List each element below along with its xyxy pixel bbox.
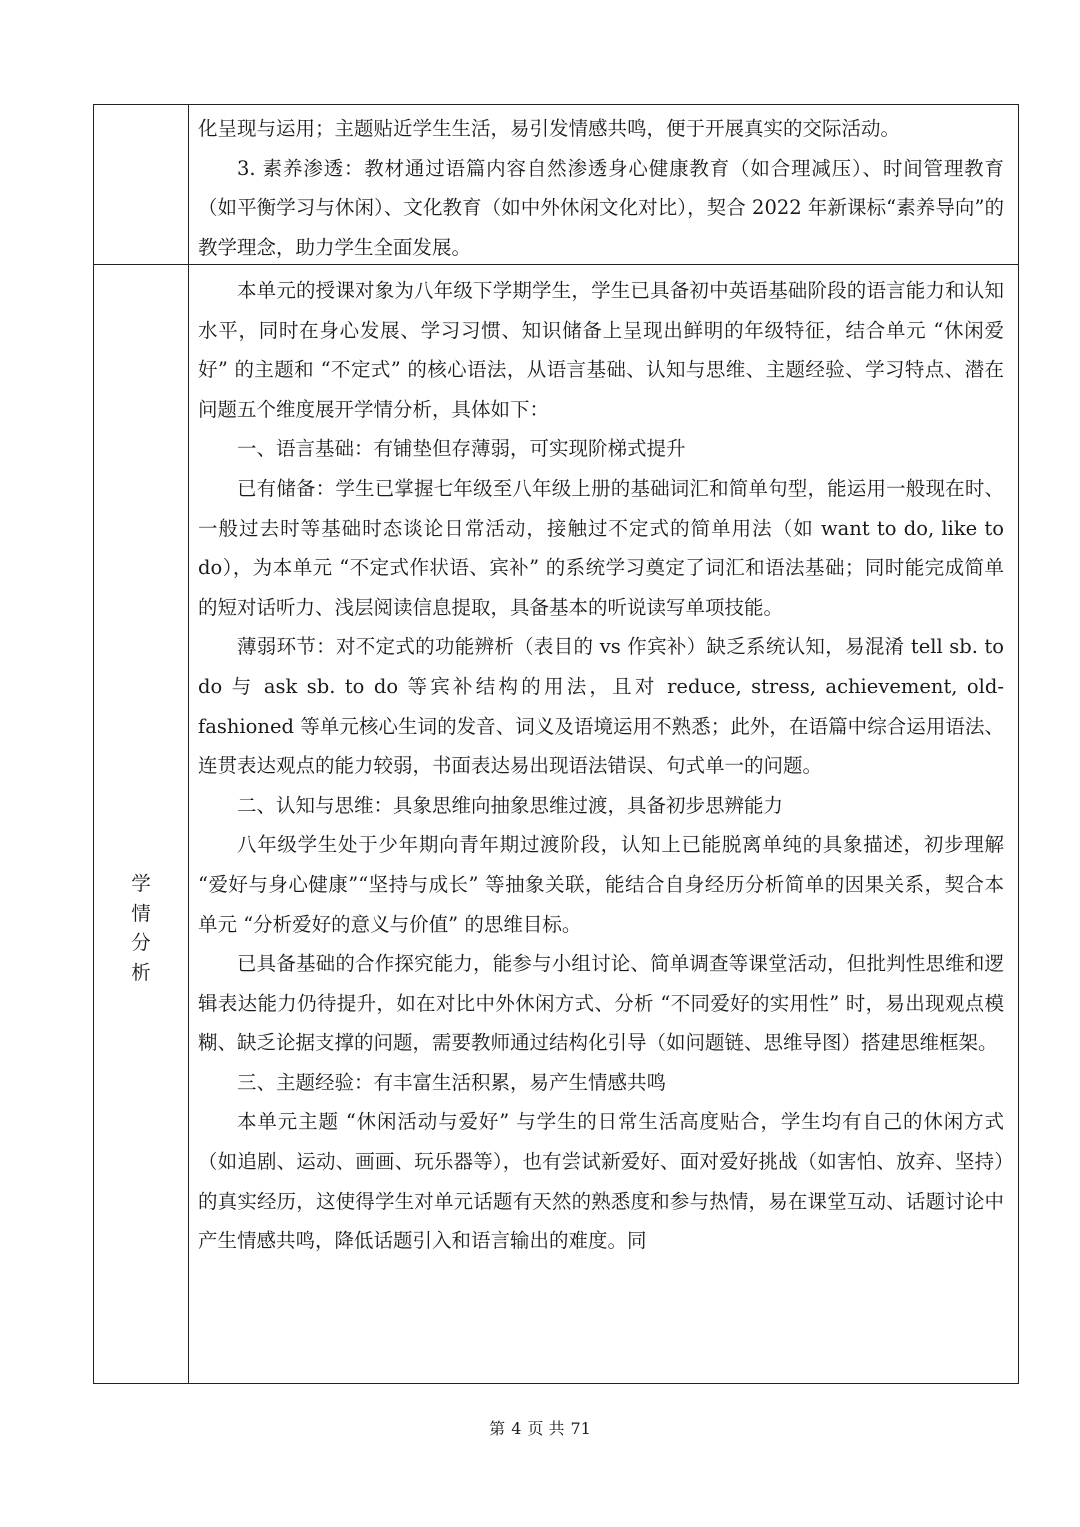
previous-section-continuation bbox=[198, 109, 1004, 267]
continuation-line: 化呈现与运用；主题贴近学生生活，易引发情感共鸣，便于开展真实的交际活动。 bbox=[198, 117, 901, 140]
heading-language-basis: 一、语言基础：有铺垫但存薄弱，可实现阶梯式提升 bbox=[237, 437, 686, 461]
existing-knowledge-paragraph: 已有储备：学生已掌握七年级至八年级上册的基础词汇和简单句型，能运用一般现在时、一般过去时等基础时态谈论日常活动，接触过不定式的简单用法（如 want to do, like to do），为本单元 “不定式作状语、宾补” 的系统学习奠定了词汇和语法基础；同时能完成简单的短对话听力、浅层阅读信息提取，具备基本的听说读写单项技能。 bbox=[198, 476, 1004, 619]
label-char: 析 bbox=[131, 960, 151, 984]
cognition-paragraph: 八年级学生处于少年期向青年期过渡阶段，认知上已能脱离单纯的具象描述，初步理解 “爱好与身心健康”“坚持与成长” 等抽象关联，能结合自身经历分析简单的因果关系，契合本单元 “分析爱好的意义与价值” 的思维目标。 bbox=[198, 833, 1004, 936]
label-char: 情 bbox=[131, 901, 151, 925]
page-footer bbox=[0, 1416, 1080, 1439]
learner-analysis-content bbox=[198, 271, 1004, 1261]
column-divider bbox=[188, 105, 189, 1383]
cooperation-paragraph: 已具备基础的合作探究能力，能参与小组讨论、简单调查等课堂活动，但批判性思维和逻辑表达能力仍待提升，如在对比中外休闲方式、分析 “不同爱好的实用性” 时，易出现观点模糊、缺乏论据支撑的问题，需要教师通过结构化引导（如问题链、思维导图）搭建思维框架。 bbox=[198, 952, 1004, 1055]
total-pages: 71 bbox=[570, 1419, 591, 1438]
literacy-item: 3. 素养渗透：教材通过语篇内容自然渗透身心健康教育（如合理减压）、时间管理教育（如平衡学习与休闲）、文化教育（如中外休闲文化对比），契合 2022 年新课标“素养导向”的教学理念，助力学生全面发展。 bbox=[198, 156, 1004, 259]
label-char: 分 bbox=[131, 931, 151, 954]
section-label-learner-analysis bbox=[94, 869, 188, 987]
footer-prefix: 第 bbox=[489, 1419, 506, 1438]
weak-points-paragraph: 薄弱环节：对不定式的功能辨析（表目的 vs 作宾补）缺乏系统认知，易混淆 tell sb. to do 与 ask sb. to do 等宾补结构的用法，且对 reduce, stress, achievement, old-fashioned 等单元核心生词的发音、词义及语境运用不熟悉；此外，在语篇中综合运用语法、连贯表达观点的能力较弱，书面表达易出现语法错误、句式单一的问题。 bbox=[198, 635, 1004, 778]
footer-middle: 页 共 bbox=[527, 1419, 565, 1438]
intro-paragraph: 本单元的授课对象为八年级下学期学生，学生已具备初中英语基础阶段的语言能力和认知水平，同时在身心发展、学习习惯、知识储备上呈现出鲜明的年级特征，结合单元 “休闲爱好” 的主题和 “不定式” 的核心语法，从语言基础、认知与思维、主题经验、学习特点、潜在问题五个维度展开学情分析，具体如下： bbox=[198, 279, 1004, 421]
theme-experience-paragraph: 本单元主题 “休闲活动与爱好” 与学生的日常生活高度贴合，学生均有自己的休闲方式（如追剧、运动、画画、玩乐器等），也有尝试新爱好、面对爱好挑战（如害怕、放弃、坚持）的真实经历，这使得学生对单元话题有天然的熟悉度和参与热情，易在课堂互动、话题讨论中产生情感共鸣，降低话题引入和语言输出的难度。同 bbox=[198, 1110, 1004, 1253]
page-number: 4 bbox=[511, 1419, 522, 1438]
heading-cognition: 二、认知与思维：具象思维向抽象思维过渡，具备初步思辨能力 bbox=[237, 793, 784, 817]
lesson-plan-table bbox=[93, 104, 1019, 1384]
heading-theme-experience: 三、主题经验：有丰富生活积累，易产生情感共鸣 bbox=[237, 1070, 667, 1094]
label-char: 学 bbox=[131, 872, 151, 895]
